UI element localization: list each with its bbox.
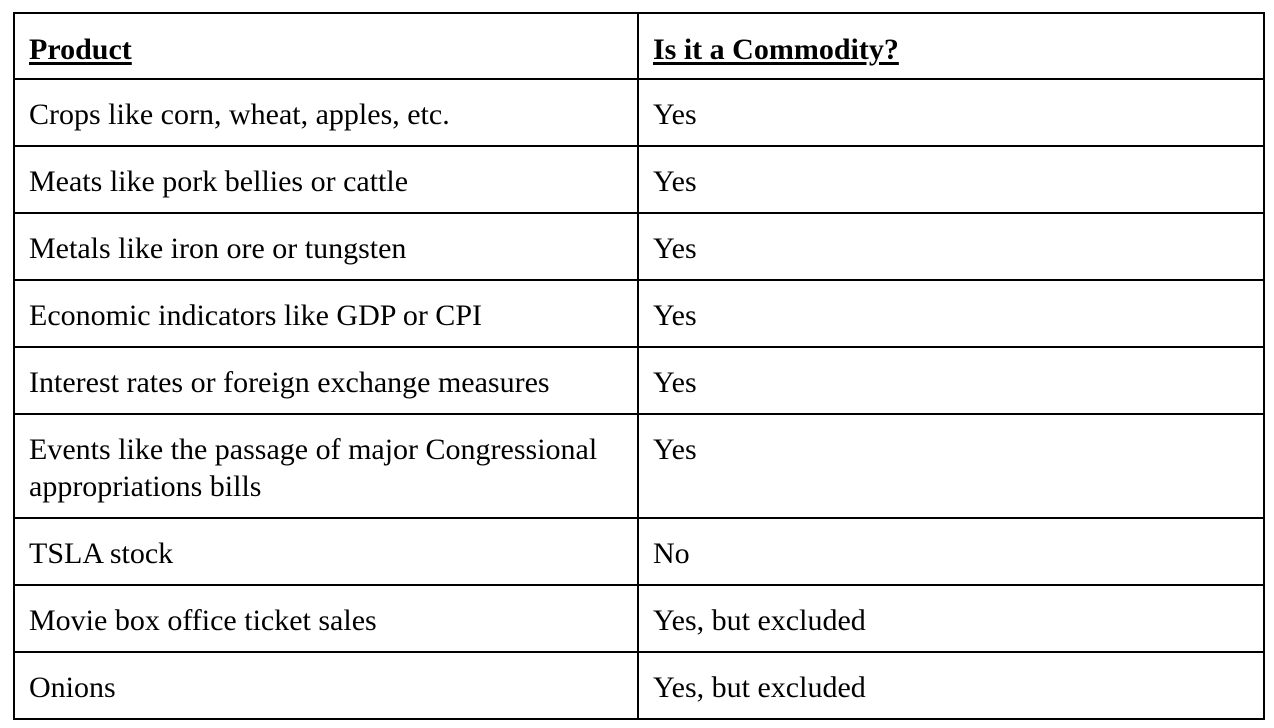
product-cell: Economic indicators like GDP or CPI	[14, 280, 638, 347]
table-row	[14, 585, 1264, 652]
commodity-table	[13, 12, 1265, 720]
commodity-cell: Yes	[638, 213, 1264, 280]
commodity-cell: Yes	[638, 347, 1264, 414]
product-cell: Metals like iron ore or tungsten	[14, 213, 638, 280]
commodity-cell: Yes	[638, 79, 1264, 146]
commodity-cell: Yes, but excluded	[638, 652, 1264, 719]
product-cell: Movie box office ticket sales	[14, 585, 638, 652]
product-cell: Events like the passage of major Congressional appropriations bills	[14, 414, 638, 518]
table-row	[14, 518, 1264, 585]
table-row	[14, 652, 1264, 719]
product-cell: TSLA stock	[14, 518, 638, 585]
commodity-cell: No	[638, 518, 1264, 585]
table-header-row	[14, 13, 1264, 79]
table-row	[14, 146, 1264, 213]
commodity-cell: Yes	[638, 280, 1264, 347]
table-row	[14, 79, 1264, 146]
product-cell: Meats like pork bellies or cattle	[14, 146, 638, 213]
table-row	[14, 414, 1264, 518]
table-row	[14, 280, 1264, 347]
table-row	[14, 347, 1264, 414]
header-product: Product	[14, 13, 638, 79]
product-cell: Onions	[14, 652, 638, 719]
table-row	[14, 213, 1264, 280]
header-is-commodity: Is it a Commodity?	[638, 13, 1264, 79]
commodity-cell: Yes, but excluded	[638, 585, 1264, 652]
product-cell: Crops like corn, wheat, apples, etc.	[14, 79, 638, 146]
commodity-cell: Yes	[638, 146, 1264, 213]
commodity-cell: Yes	[638, 414, 1264, 518]
commodity-table-container	[13, 12, 1263, 720]
product-cell: Interest rates or foreign exchange measures	[14, 347, 638, 414]
